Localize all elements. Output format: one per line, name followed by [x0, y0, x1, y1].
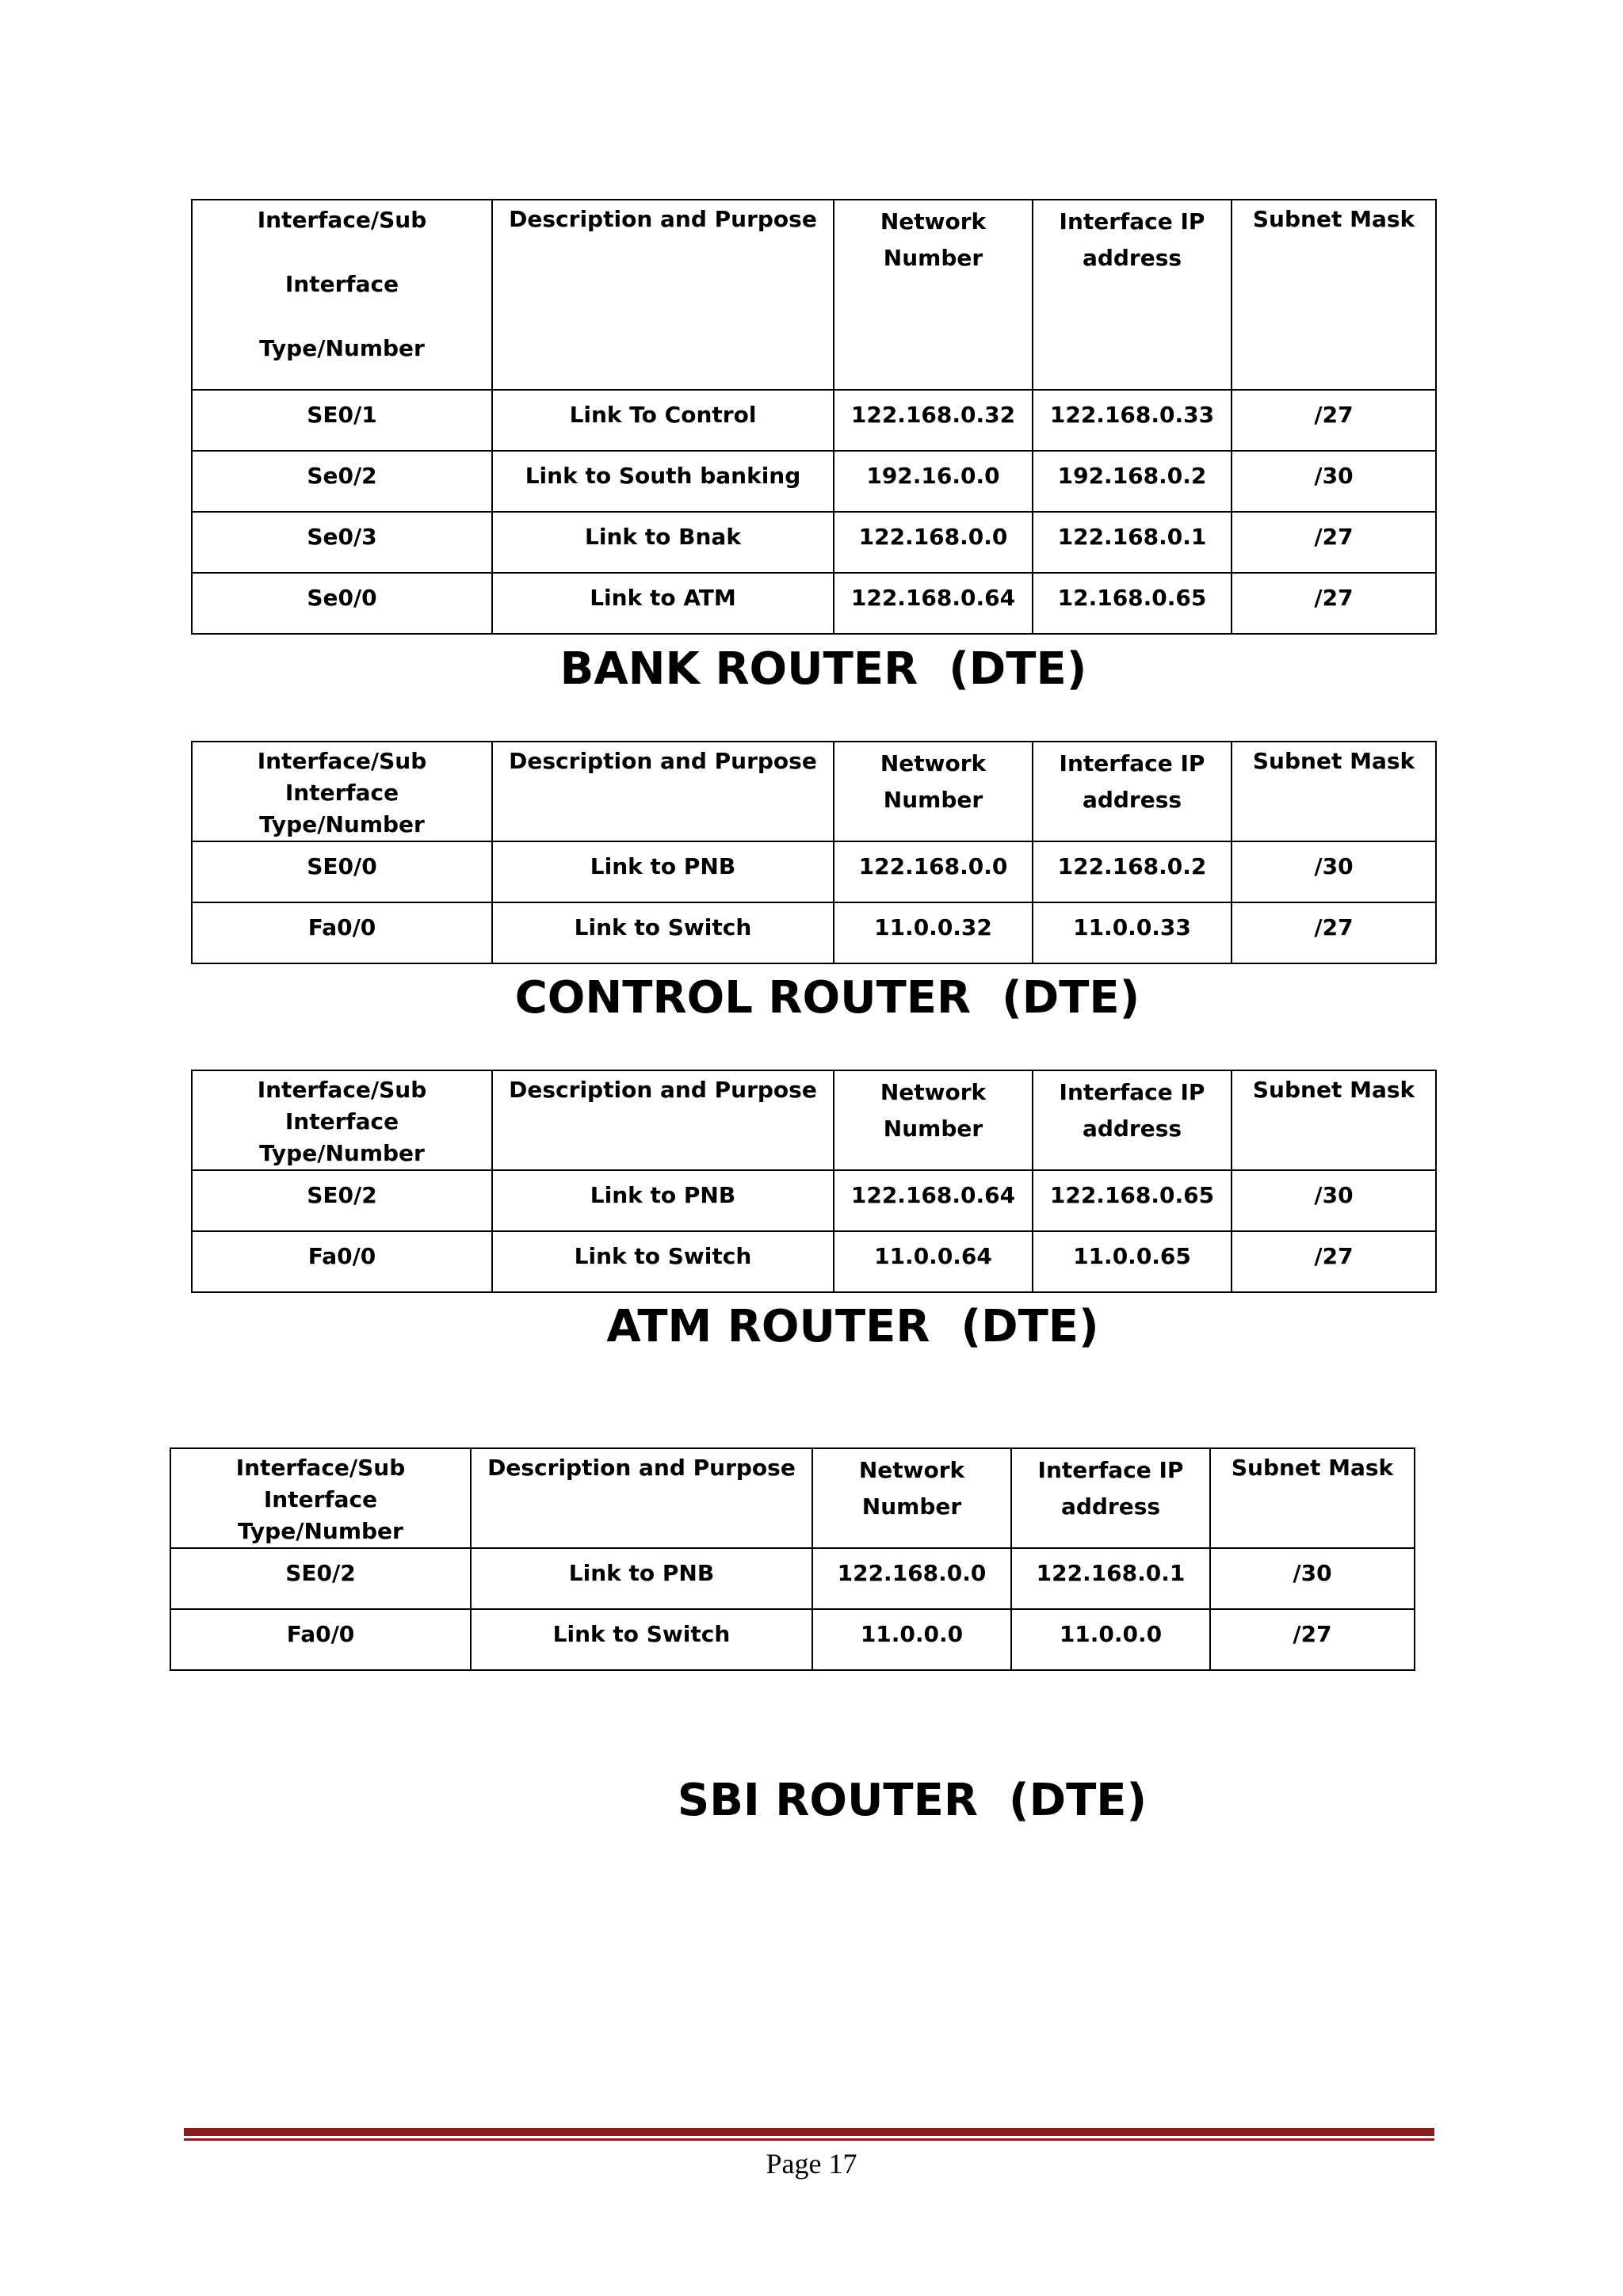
header-subnet-mask: Subnet Mask: [1210, 1448, 1415, 1548]
cell-network: 11.0.0.0: [812, 1609, 1011, 1670]
heading-control-router: CONTROL ROUTER (DTE): [514, 972, 1140, 1024]
interface-table-3: [191, 1070, 1437, 1293]
interface-table-4: [170, 1447, 1415, 1671]
cell-description: Link to PNB: [471, 1548, 812, 1609]
header-network-number: Network Number: [834, 200, 1033, 390]
table-row: [170, 1609, 1415, 1670]
header-interface-ip: Interface IP address: [1033, 200, 1232, 390]
cell-description: Link to PNB: [492, 841, 834, 902]
cell-interface: Se0/3: [192, 512, 492, 573]
cell-interface: SE0/2: [170, 1548, 471, 1609]
header-description: Description and Purpose: [492, 200, 834, 390]
table-row: [192, 573, 1436, 634]
header-subnet-mask: Subnet Mask: [1232, 200, 1436, 390]
cell-interface: Se0/0: [192, 573, 492, 634]
cell-interface: SE0/2: [192, 1170, 492, 1231]
header-interface-line-3: Type/Number: [259, 335, 425, 361]
header-network-number: Network Number: [812, 1448, 1011, 1548]
cell-description: Link to Switch: [492, 902, 834, 963]
cell-network: 122.168.0.64: [834, 573, 1033, 634]
header-interface-ip: Interface IP address: [1033, 742, 1232, 841]
cell-network: 122.168.0.0: [812, 1548, 1011, 1609]
interface-table-1: [191, 199, 1437, 635]
cell-ip: 122.168.0.33: [1033, 390, 1232, 451]
header-interface-type: [192, 200, 492, 390]
cell-ip: 122.168.0.2: [1033, 841, 1232, 902]
header-interface-type: Interface/Sub Interface Type/Number: [192, 742, 492, 841]
cell-description: Link to ATM: [492, 573, 834, 634]
cell-description: Link To Control: [492, 390, 834, 451]
heading-sbi-router: SBI ROUTER (DTE): [677, 1775, 1148, 1826]
cell-mask: /30: [1232, 451, 1436, 512]
table-row: [192, 902, 1436, 963]
header-description: Description and Purpose: [492, 1070, 834, 1170]
cell-description: Link to PNB: [492, 1170, 834, 1231]
cell-ip: 11.0.0.33: [1033, 902, 1232, 963]
cell-network: 192.16.0.0: [834, 451, 1033, 512]
table-header-row: [192, 742, 1436, 841]
table-row: [192, 1231, 1436, 1292]
table-header-row: [170, 1448, 1415, 1548]
interface-table-2: [191, 741, 1437, 964]
cell-mask: /27: [1232, 1231, 1436, 1292]
cell-ip: 12.168.0.65: [1033, 573, 1232, 634]
cell-network: 122.168.0.32: [834, 390, 1033, 451]
cell-interface: Fa0/0: [192, 1231, 492, 1292]
heading-atm-router: ATM ROUTER (DTE): [606, 1301, 1099, 1352]
cell-interface: Fa0/0: [192, 902, 492, 963]
footer-rule-thick: [184, 2128, 1434, 2136]
cell-description: Link to Switch: [492, 1231, 834, 1292]
cell-mask: /30: [1232, 1170, 1436, 1231]
cell-network: 11.0.0.32: [834, 902, 1033, 963]
header-network-number: Network Number: [834, 1070, 1033, 1170]
cell-description: Link to Switch: [471, 1609, 812, 1670]
cell-ip: 122.168.0.1: [1011, 1548, 1210, 1609]
header-interface-type: Interface/Sub Interface Type/Number: [192, 1070, 492, 1170]
cell-ip: 122.168.0.65: [1033, 1170, 1232, 1231]
cell-network: 122.168.0.0: [834, 512, 1033, 573]
cell-interface: Se0/2: [192, 451, 492, 512]
cell-mask: /30: [1232, 841, 1436, 902]
cell-ip: 192.168.0.2: [1033, 451, 1232, 512]
cell-mask: /27: [1232, 390, 1436, 451]
cell-ip: 11.0.0.65: [1033, 1231, 1232, 1292]
table-header-row: [192, 200, 1436, 390]
table-row: [192, 841, 1436, 902]
cell-mask: /27: [1232, 512, 1436, 573]
header-description: Description and Purpose: [492, 742, 834, 841]
footer-rule: [184, 2128, 1434, 2141]
cell-network: 11.0.0.64: [834, 1231, 1033, 1292]
cell-network: 122.168.0.64: [834, 1170, 1033, 1231]
header-subnet-mask: Subnet Mask: [1232, 742, 1436, 841]
cell-mask: /27: [1232, 902, 1436, 963]
cell-ip: 122.168.0.1: [1033, 512, 1232, 573]
cell-interface: Fa0/0: [170, 1609, 471, 1670]
cell-description: Link to Bnak: [492, 512, 834, 573]
table-row: [170, 1548, 1415, 1609]
header-subnet-mask: Subnet Mask: [1232, 1070, 1436, 1170]
header-interface-type: Interface/Sub Interface Type/Number: [170, 1448, 471, 1548]
header-network-number: Network Number: [834, 742, 1033, 841]
page-number: Page 17: [766, 2148, 857, 2180]
cell-mask: /30: [1210, 1548, 1415, 1609]
table-row: [192, 512, 1436, 573]
cell-ip: 11.0.0.0: [1011, 1609, 1210, 1670]
table-row: [192, 390, 1436, 451]
cell-network: 122.168.0.0: [834, 841, 1033, 902]
cell-interface: SE0/1: [192, 390, 492, 451]
heading-bank-router: BANK ROUTER (DTE): [559, 643, 1087, 695]
table-header-row: [192, 1070, 1436, 1170]
header-interface-ip: Interface IP address: [1011, 1448, 1210, 1548]
header-interface-line-1: Interface/Sub: [257, 207, 427, 233]
header-interface-line-2: Interface: [285, 271, 399, 297]
cell-description: Link to South banking: [492, 451, 834, 512]
footer-rule-thin: [184, 2138, 1434, 2141]
header-description: Description and Purpose: [471, 1448, 812, 1548]
cell-mask: /27: [1232, 573, 1436, 634]
table-row: [192, 1170, 1436, 1231]
cell-interface: SE0/0: [192, 841, 492, 902]
table-row: [192, 451, 1436, 512]
cell-mask: /27: [1210, 1609, 1415, 1670]
header-interface-ip: Interface IP address: [1033, 1070, 1232, 1170]
